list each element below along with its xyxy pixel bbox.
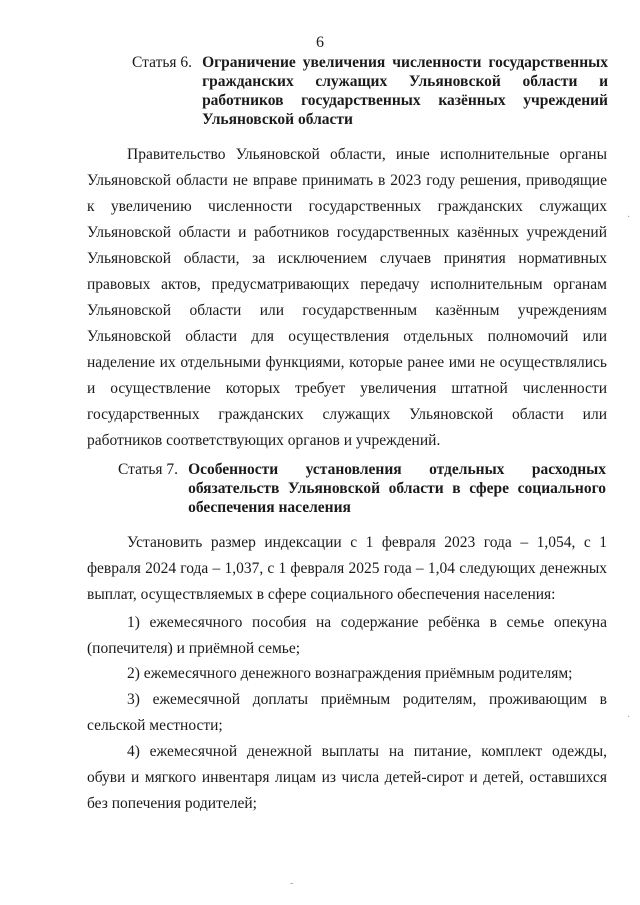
page-number: 6	[316, 34, 324, 51]
list-item: 2) ежемесячного денежного вознаграждения приёмным родителям;	[127, 665, 573, 682]
list-item: 3) ежемесячной доплаты приёмным родителям, проживающим в сельской местности;	[87, 691, 607, 734]
list-item: 4) ежемесячной денежной выплаты на питание, комплект одежды, обуви и мягкого инвентаря лицам из числа детей-сирот и детей, оставшихся без попечения родителей;	[87, 743, 607, 812]
article-6-heading	[132, 53, 608, 129]
article-6-paragraph: Правительство Ульяновской области, иные исполнительные органы Ульяновской области не вправе принимать в 2023 году решения, приводящие к увеличению численности государственных гражданских служащих Ульяновской области и работников государственных казённых учреждений Ульяновской области, за исключением случаев принятия нормативных правовых актов, предусматривающих передачу исполнительным органам Ульяновской области или государственным казённым учреждениям Ульяновской области для осуществления отдельных полномочий или наделение их отдельными функциями, которые ранее ими не осуществлялись и осуществление которых требует увеличения штатной численности государственных гражданских служащих Ульяновской области или работников соответствующих органов и учреждений.	[87, 146, 607, 449]
article-7-label: Статья 7.	[118, 461, 179, 478]
article-7-heading	[118, 460, 606, 517]
scan-speck: ·	[627, 212, 631, 223]
scan-speck: -	[290, 878, 294, 889]
list-item: 1) ежемесячного пособия на содержание ребёнка в семье опекуна (попечителя) и приёмной семье;	[87, 614, 607, 657]
article-6-title: Ограничение увеличения численности государственных гражданских служащих Ульяновской области и работников государственных казённых учреждений Ульяновской области	[202, 54, 608, 128]
article-7-title: Особенности установления отдельных расходных обязательств Ульяновской области в сфере социального обеспечения населения	[188, 461, 606, 516]
scan-speck: ·	[627, 712, 631, 723]
article-6-label: Статья 6.	[132, 54, 193, 71]
article-7-intro: Установить размер индексации с 1 февраля 2023 года – 1,054, с 1 февраля 2024 года – 1,037, с 1 февраля 2025 года – 1,04 следующих денежных выплат, осуществляемых в сфере социального обеспечения населения:	[87, 534, 607, 603]
